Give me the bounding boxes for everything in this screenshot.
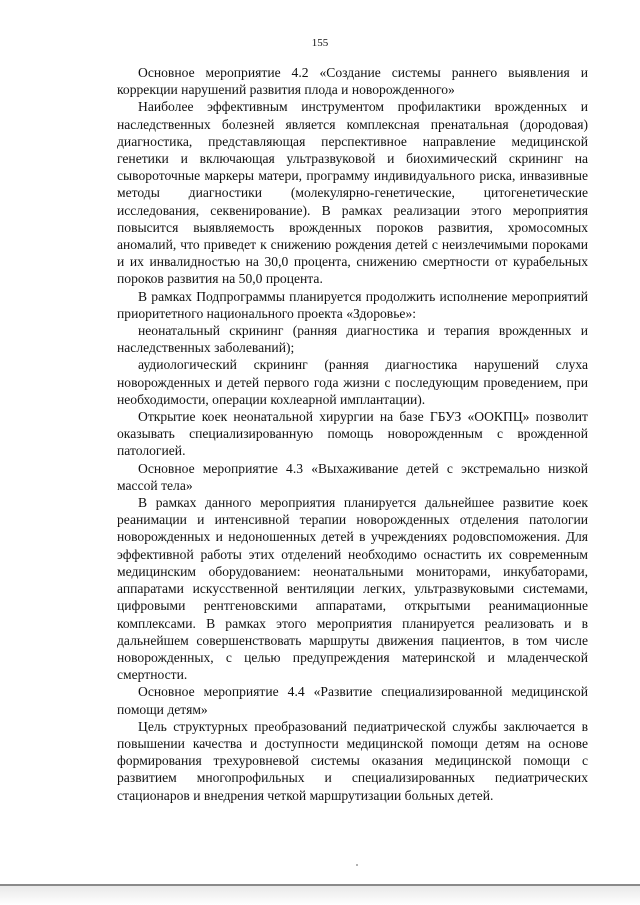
paragraph-measure-4-4-heading: Основное мероприятие 4.4 «Развитие специализированной медицинской помощи детям» xyxy=(117,684,588,717)
scan-speck xyxy=(356,864,358,866)
page-number: 155 xyxy=(311,37,329,49)
paragraph-neonatal-screening: неонатальный скрининг (ранняя диагностика и терапия врожденных и наследственных заболеваний); xyxy=(117,323,588,356)
page-text-body xyxy=(117,64,588,804)
paragraph-audiological-screening: аудиологический скрининг (ранняя диагностика нарушений слуха новорожденных и детей первого года жизни с последующим проведением, при необходимости, операции кохлеарной имплантации). xyxy=(117,357,588,407)
paragraph-measure-4-2-heading: Основное мероприятие 4.2 «Создание системы раннего выявления и коррекции нарушений развития плода и новорожденного» xyxy=(117,65,588,98)
scan-bottom-shadow xyxy=(0,886,640,905)
paragraph-neonatal-surgery-beds: Открытие коек неонатальной хирургии на базе ГБУЗ «ООКПЦ» позволит оказывать специализированную помощь новорожденным с врожденной патологией. xyxy=(117,409,588,459)
paragraph-national-project: В рамках Подпрограммы планируется продолжить исполнение мероприятий приоритетного национального проекта «Здоровье»: xyxy=(117,288,588,321)
paragraph-prenatal-diagnostics: Наиболее эффективным инструментом профилактики врожденных и наследственных болезней является комплексная пренатальная (дородовая) диагностика, представляющая перспективное направление медицинской генетики и включающая ультразвуковой и биохимический скрининг на сывороточные маркеры матери, программу индивидуального риска, инвазивные методы диагностики (молекулярно-генетические, цитогенетические исследования, секвенирование). В рамках реализации этого мероприятия повысится выявляемость врожденных пороков развития, хромосомных аномалий, что приведет к снижению рождения детей с неизлечимыми пороками и их инвалидностью на 30,0 процента, снижению смертности от курабельных пороков развития на 50,0 процента. xyxy=(117,99,588,287)
paragraph-measure-4-3-heading: Основное мероприятие 4.3 «Выхаживание детей с экстремально низкой массой тела» xyxy=(117,460,588,493)
paragraph-intensive-care-development: В рамках данного мероприятия планируется дальнейшее развитие коек реанимации и интенсивной терапии новорожденных отделения патологии новорожденных и недоношенных детей в учреждениях родовспоможения. Для эффективной работы этих отделений необходимо оснастить их современным медицинским оборудованием: неонатальными мониторами, инкубаторами, аппаратами искусственной вентиляции легких, ультразвуковыми системами, цифровыми рентгеновскими аппаратами, открытыми реанимационные комплексами. В рамках этого мероприятия планируется реализовать и в дальнейшем совершенствовать маршруты движения пациентов, в том числе новорожденных, с целью предупреждения материнской и младенческой смертности. xyxy=(117,495,588,683)
paragraph-pediatric-service-goal: Цель структурных преобразований педиатрической службы заключается в повышении качества и доступности медицинской помощи детям на основе формирования трехуровневой системы оказания медицинской помощи с развитием многопрофильных и специализированных педиатрических стационаров и внедрения четкой маршрутизации больных детей. xyxy=(117,718,588,803)
